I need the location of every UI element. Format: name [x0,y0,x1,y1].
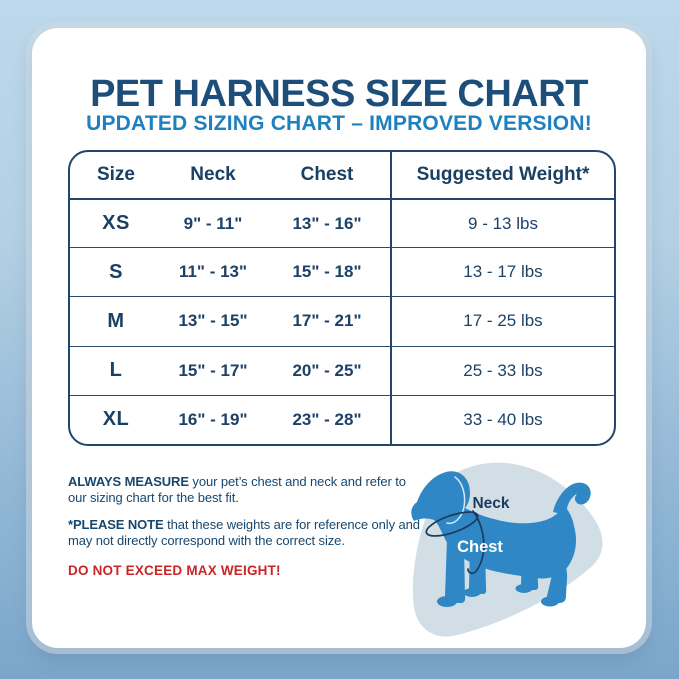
column-header-size: Size [96,164,136,185]
page-title: PET HARNESS SIZE CHART [90,73,588,115]
cell-neck: 11" - 13" [178,262,248,282]
cell-weight: 9 - 13 lbs [390,200,614,247]
cell-weight: 13 - 17 lbs [390,248,614,296]
cell-chest: 17" - 21" [292,311,362,331]
note-always-measure-text: your pet’s chest and neck and refer to our sizing chart for the best fit. [68,474,406,505]
cell-chest: 23" - 28" [292,409,362,429]
neck-label: Neck [472,495,510,512]
cell-chest: 13" - 16" [292,213,362,233]
chest-label: Chest [457,538,503,556]
page-subtitle: UPDATED SIZING CHART – IMPROVED VERSION! [86,112,592,135]
column-header-weight: Suggested Weight* [390,152,614,198]
cell-size: S [109,260,123,283]
cell-size: XL [102,408,130,431]
column-header-chest: Chest [300,164,354,185]
max-weight-warning: DO NOT EXCEED MAX WEIGHT! [68,563,281,578]
note-please-note-text: that these weights are for reference only and may not directly correspond with the correct size. [68,517,420,548]
note-always-measure [68,474,420,506]
note-please-note-bold: *PLEASE NOTE [68,517,164,532]
dog-measurement-diagram [395,455,645,648]
cell-chest: 20" - 25" [292,360,362,380]
column-header-neck: Neck [190,164,236,185]
note-please-note [68,517,420,549]
cell-size: M [107,309,125,332]
cell-neck: 13" - 15" [178,311,248,331]
cell-chest: 15" - 18" [292,262,362,282]
note-always-measure-bold: ALWAYS MEASURE [68,474,189,489]
notes-block [68,474,420,590]
cell-neck: 15" - 17" [178,360,248,380]
cell-neck: 9" - 11" [183,213,243,233]
cell-weight: 33 - 40 lbs [390,396,614,444]
cell-neck: 16" - 19" [178,409,248,429]
table-row-m [70,296,614,345]
cell-weight: 17 - 25 lbs [390,297,614,345]
table-row-xl [70,395,614,444]
table-header-row [70,152,614,198]
table-row-s [70,247,614,296]
table-row-l [70,346,614,395]
size-chart-card [32,28,646,648]
table-row-xs [70,198,614,247]
cell-size: XS [102,212,130,235]
cell-weight: 25 - 33 lbs [390,347,614,395]
cell-size: L [109,359,123,382]
size-table [68,150,616,446]
